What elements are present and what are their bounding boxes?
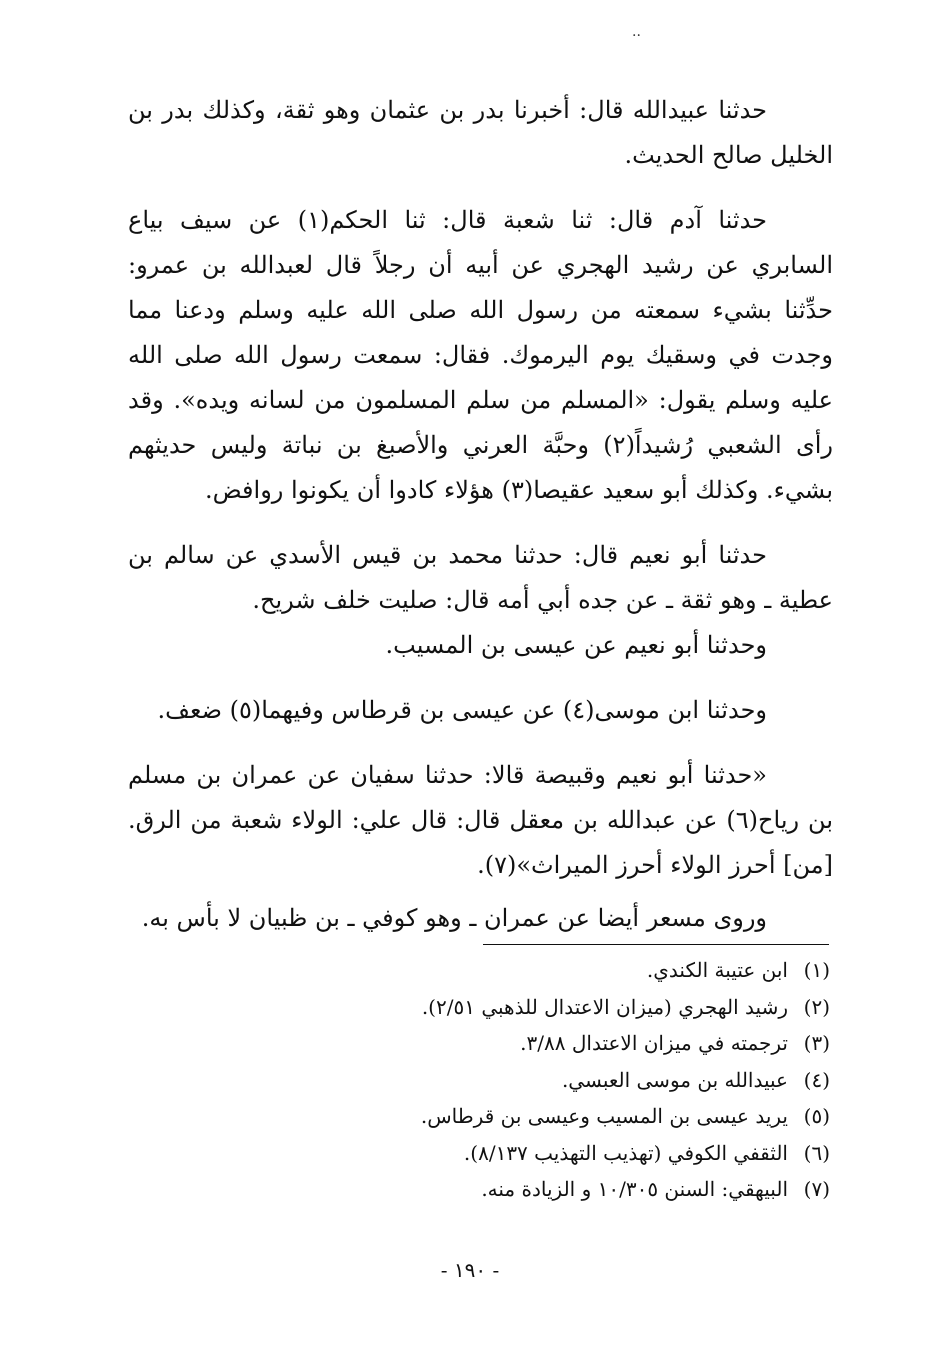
footnote-number: (١) — [803, 958, 830, 982]
footnote-text: يريد عيسى بن المسيب وعيسى بن قرطاس. — [420, 1104, 788, 1128]
footnote-number: (٦) — [803, 1140, 830, 1165]
footnote-6 — [300, 1135, 830, 1172]
footnote-5 — [300, 1098, 830, 1135]
footnote-number: (٣) — [803, 1031, 830, 1055]
paragraph-7: وروى مسعر أيضا عن عمران ـ وهو كوفي ـ بن ظبيان لا بأس به. — [141, 904, 767, 932]
footnote-text: الثقفي الكوفي (تهذيب التهذيب ٨/١٣٧). — [463, 1140, 788, 1165]
footnote-number: (٧) — [803, 1177, 830, 1201]
footnote-separator — [483, 944, 829, 945]
top-mark: .. — [632, 24, 641, 40]
footnotes — [300, 952, 830, 1208]
page-number: - ١٩٠ - — [440, 1258, 500, 1282]
paragraph-2: حدثنا آدم قال: ثنا شعبة قال: ثنا الحكم(١) عن سيف بياع السابري عن رشيد الهجري عن أبيه أن رجلاً قال لعبدالله بن عمرو: حدِّثنا بشيء سمعته من رسول الله صلى الله عليه وسلم ودعنا مما وجدت في وسقيك يوم اليرموك. فقال: سمعت رسول الله صلى الله عليه وسلم يقول: «المسلم من سلم المسلمون من لسانه ويده». وقد رأى الشعبي رُشيداً(٢) وحبَّة العرني والأصبغ بن نباتة وليس حديثهم بشيء. وكذلك أبو سعيد عقيصا(٣) هؤلاء كادوا أن يكونوا روافض. — [128, 206, 833, 504]
footnote-number: (٤) — [803, 1067, 830, 1092]
paragraph-4: وحدثنا أبو نعيم عن عيسى بن المسيب. — [385, 631, 767, 659]
footnote-number: (٢) — [803, 994, 830, 1019]
paragraph-3: حدثنا أبو نعيم قال: حدثنا محمد بن قيس الأسدي عن سالم بن عطية ـ وهو ثقة ـ عن جده أبي أمه قال: صليت خلف شريح. — [128, 541, 833, 614]
footnote-text: رشيد الهجري (ميزان الاعتدال للذهبي ٢/٥١). — [421, 994, 788, 1019]
paragraph-6: «حدثنا أبو نعيم وقبيصة قالا: حدثنا سفيان عن عمران بن مسلم بن رياح(٦) عن عبدالله بن معقل قال: قال علي: الولاء شعبة من الرق. [من] أحرز الولاء أحرز الميراث»(٧). — [128, 761, 833, 879]
footnote-3 — [300, 1025, 830, 1062]
footnote-7 — [300, 1171, 830, 1208]
main-text — [128, 88, 833, 961]
footnote-text: البيهقي: السنن ١٠/٣٠٥ و الزيادة منه. — [481, 1177, 788, 1201]
paragraph-1: حدثنا عبيدالله قال: أخبرنا بدر بن عثمان وهو ثقة، وكذلك بدر بن الخليل صالح الحديث. — [128, 96, 833, 169]
footnote-1 — [300, 952, 830, 989]
footnote-2 — [300, 989, 830, 1026]
footnote-text: عبيدالله بن موسى العبسي. — [561, 1067, 788, 1092]
footnote-text: ترجمته في ميزان الاعتدال ٣/٨٨. — [520, 1031, 788, 1055]
footnote-4 — [300, 1062, 830, 1099]
paragraph-5: وحدثنا ابن موسى(٤) عن عيسى بن قرطاس وفيهما(٥) ضعف. — [157, 696, 767, 724]
footnote-number: (٥) — [803, 1104, 830, 1128]
footnote-text: ابن عتيبة الكندي. — [646, 958, 788, 982]
